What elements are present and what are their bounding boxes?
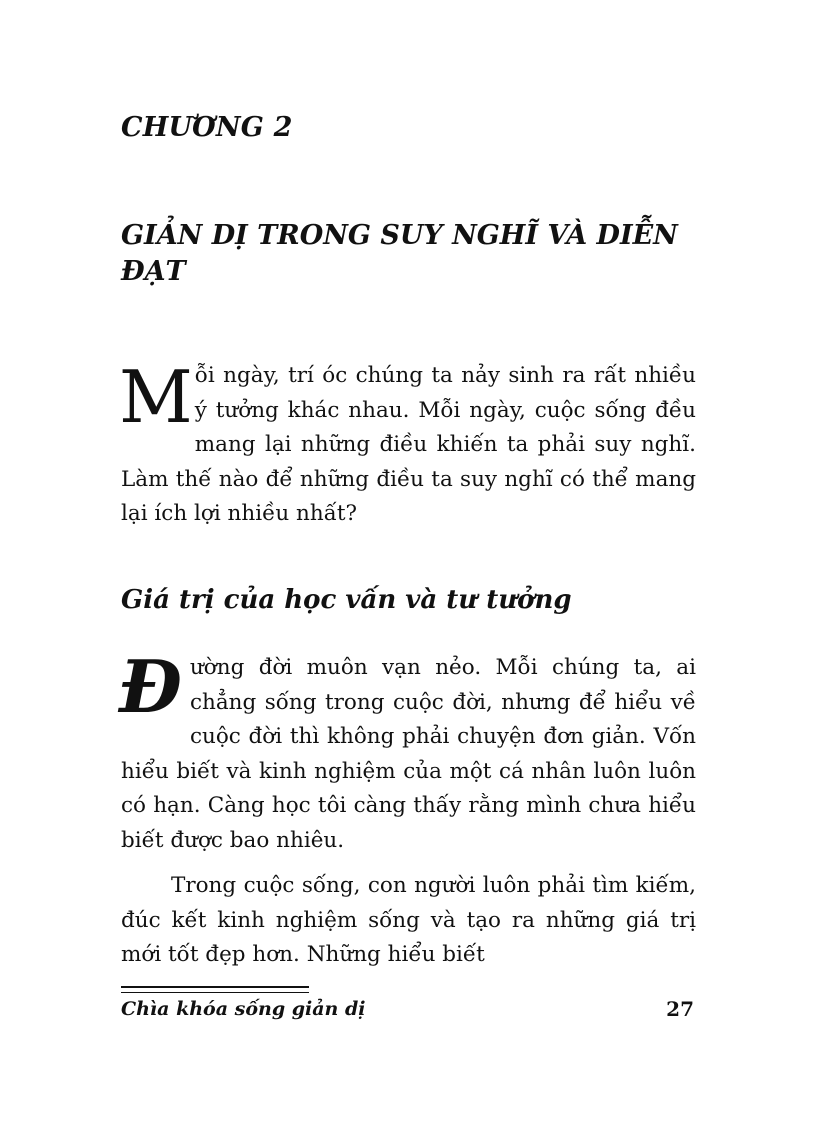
footer-divider-thin (121, 992, 309, 993)
footer-divider (121, 986, 309, 988)
book-page (121, 0, 696, 1123)
section-heading: Giá trị của học vấn và tư tưởng (121, 585, 572, 615)
intro-drop-cap: M (119, 355, 191, 439)
running-footer-title: Chìa khóa sống giản dị (121, 998, 366, 1020)
intro-paragraph (119, 355, 696, 532)
section-paragraph-1-text: ường đời muôn vạn nẻo. Mỗi chúng ta, ai chẳng sống trong cuộc đời, nhưng để hiểu về cuộc đời thì không phải chuyện đơn giản. Vốn hiểu biết và kinh nghiệm của một cá nhân luôn luôn có hạn. Càng học tôi càng thấy rằng mình chưa hiểu biết được bao nhiêu. (121, 655, 696, 853)
intro-paragraph-text: ỗi ngày, trí óc chúng ta nảy sinh ra rất nhiều ý tưởng khác nhau. Mỗi ngày, cuộc sống đều mang lại những điều khiến ta phải suy nghĩ. Làm thế nào để những điều ta suy nghĩ có thể mang lại ích lợi nhiều nhất? (121, 363, 696, 526)
chapter-title: GIẢN DỊ TRONG SUY NGHĨ VÀ DIỄN ĐẠT (121, 220, 678, 287)
section-paragraph-2: Trong cuộc sống, con người luôn phải tìm kiếm, đúc kết kinh nghiệm sống và tạo ra những giá trị mới tốt đẹp hơn. Những hiểu biết (121, 873, 696, 967)
section-drop-cap: Đ (119, 644, 182, 729)
section-paragraph-1 (119, 644, 696, 858)
page-number: 27 (666, 997, 694, 1021)
chapter-label: CHƯƠNG 2 (121, 112, 293, 143)
